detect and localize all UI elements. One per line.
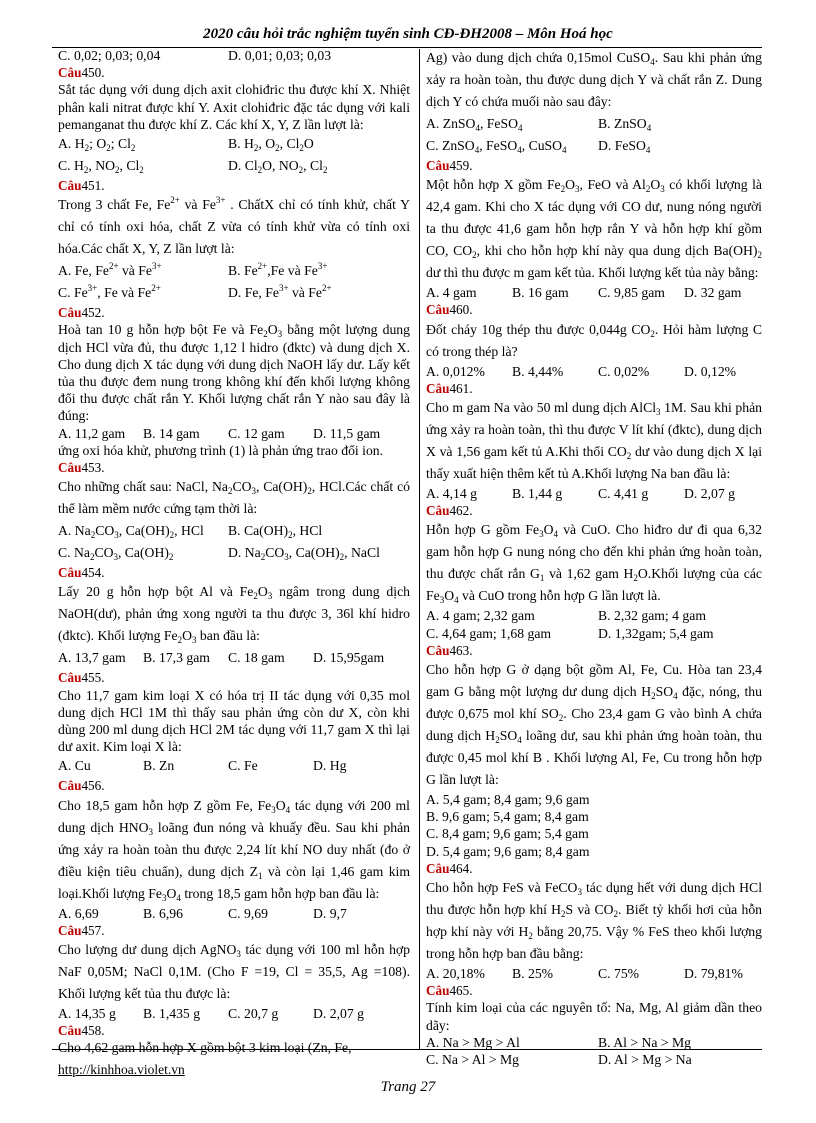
q458-options-cd: C. ZnSO$_4$, FeSO$_4$, CuSO$_4$ D. FeSO$_4$ [426, 138, 651, 155]
q458-label: Câu458. [58, 1023, 105, 1039]
q462-label: Câu462. [426, 503, 473, 519]
q460-options: A. 0,012% B. 4,44% C. 0,02% D. 0,12% [426, 363, 737, 379]
website-link[interactable]: http://kinhhoa.violet.vn [58, 1062, 185, 1077]
q462-options-ab: A. 4 gam; 2,32 gam B. 2,32 gam; 4 gam [426, 608, 706, 624]
right-column [426, 47, 762, 1068]
q451-stem: Trong 3 chất Fe, $Fe^{2+}$ và $Fe^{3+}$ . ChấtX chỉ có tính khử, chất Y chỉ có tính oxi hóa, chất Z vừa có tính khử vừa có tính oxi hóa.Các chất X, Y, Z lần lượt là: [58, 195, 411, 257]
q456-label: Câu456. [58, 778, 105, 794]
q450-options-cd: C. $H_2$, $NO_2$, $Cl_2$ D. $Cl_2O$, $NO_2$, $Cl_2$ [58, 158, 328, 176]
q457-label: Câu457. [58, 922, 105, 938]
q463-label: Câu463. [426, 642, 473, 658]
q449-options: C. 0,02; 0,03; 0,04 D. 0,01; 0,03; 0,03 [58, 48, 332, 63]
footer-link[interactable] [58, 1062, 185, 1078]
q452-label: Câu452. [58, 305, 105, 321]
q455-stem: Cho 11,7 gam kim loại X có hóa trị II tác dụng với 0,35 mol dung dịch HCl 1M thì thấy sau phản ứng còn dư X, còn khi dùng 200 ml dung dịch HCl 2M tác dụng với 11,7 gam X thì lại dư axit. Kim loại X là: [58, 687, 410, 755]
left-column [58, 47, 410, 1057]
q451-label: Câu451. [58, 178, 105, 194]
q458-options-ab: A. ZnSO$_4$, FeSO$_4$ B. ZnSO$_4$ [426, 116, 652, 133]
q463-option-d: D. 5,4 gam; 9,6 gam; 8,4 gam [426, 843, 590, 859]
q452-options: A. 11,2 gam B. 14 gam C. 12 gam D. 11,5 gam [58, 425, 381, 441]
q451-options-ab: A. Fe, $Fe^{2+}$ và $Fe^{3+}$ B. $Fe^{2+},Fe$ và $Fe^{3+}$ [58, 261, 328, 279]
q456-stem: Cho 18,5 gam hỗn hợp Z gồm Fe, $Fe_3O_4$ tác dụng với 200 ml dung dịch $HNO_3$ loãng đun nóng và khuấy đều. Sau khi phản ứng xảy ra hoàn toàn thu được 2,24 lít khí NO duy nhất (đo ở điều kiện tiêu chuẩn), dung dịch $Z_1$ và còn lại 1,46 gam kim loại.Khối lượng $Fe_3O_4$ trong 18,5 gam hỗn hợp ban đầu là: [58, 797, 410, 903]
q464-label: Câu464. [426, 860, 473, 876]
q459-options: A. 4 gam B. 16 gam C. 9,85 gam D. 32 gam [426, 285, 742, 301]
q459-stem: Một hỗn hợp X gồm $Fe_2O_3$, FeO và $Al_2O_3$ có khối lượng là 42,4 gam. Khi cho X tác dụng với CO dư, nung nóng người ta thu được 41,6 gam hỗn hợp rắn Y và hỗn hợp khí gồm CO, $CO_2$, khi cho hỗn hợp khí này qua dung dịch $Ba(OH)_2$ dư thì thu được m gam kết tủa. Khối lượng kết tủa này bằng: [426, 177, 762, 281]
q462-options-cd: C. 4,64 gam; 1,68 gam D. 1,32gam; 5,4 gam [426, 625, 714, 641]
q460-stem: Đốt cháy 10g thép thu được 0,044g $CO_2$. Hỏi hàm lượng C có trong thép là? [426, 321, 763, 359]
page-number: Trang 27 [380, 1079, 436, 1095]
q462-stem: Hỗn hợp G gồm $Fe_3O_4$ và CuO. Cho hiđro dư đi qua 6,32 gam hỗn hợp G nung nóng cho đến khi phản ứng hoàn toàn, thu được chất rắn $G_1$ và 1,62 gam $H_2O.Khối$ lượng của các $Fe_3O_4$ và CuO trong hỗn hợp G lần lượt là. [426, 522, 762, 606]
q463-option-c: C. 8,4 gam; 9,6 gam; 5,4 gam [426, 826, 589, 842]
q451-options-cd: C. $Fe^{3+}$, Fe và $Fe^{2+}$ D. Fe, $Fe^{3+}$ và $Fe^{2+}$ [58, 283, 332, 301]
q454-stem: Lấy 20 g hỗn hợp bột Al và $Fe_2O_3$ ngâm trong dung dịch NaOH(dư), phản ứng xong người ta thu được 3, 36l khí hidro (đktc). Khối lượng $Fe_2O_3$ ban đầu là: [58, 584, 410, 646]
q464-options: A. 20,18% B. 25% C. 75% D. 79,81% [426, 966, 743, 982]
q461-options: A. 4,14 g B. 1,44 g C. 4,41 g D. 2,07 g [426, 486, 735, 502]
q450-stem: Sắt tác dụng với dung dịch axit clohiđric thu được khí X. Nhiệt phân kali nitrat được khí Y. Axit clohiđric đặc tác dụng với kali pemanganat thu được khí Z. Các khí X, Y, Z lần lượt là: [58, 82, 410, 132]
q452-note: ứng oxi hóa khử, phương trình (1) là phản ứng trao đổi ion. [58, 442, 384, 458]
page-header: 2020 câu hỏi trắc nghiệm tuyển sinh CĐ-ĐH2008 – Môn Hoá học [203, 26, 613, 42]
q463-stem: Cho hỗn hợp G ở dạng bột gồm Al, Fe, Cu. Hòa tan 23,4 gam G bằng một lượng dư dung dịch $H_2SO_4$ đặc, nóng, thu được 0,675 mol khí $SO_2$. Cho 23,4 gam G vào bình A chứa dung dịch $H_2SO_4$ loãng dư, sau khi phản ứng hoàn toàn, thu được 0,45 mol khí B . Khối lượng Al, Fe, Cu trong hỗn hợp G lần lượt là: [426, 662, 762, 788]
q463-option-a: A. 5,4 gam; 8,4 gam; 9,6 gam [426, 792, 590, 808]
q450-label: Câu450. [58, 65, 105, 81]
q459-label: Câu459. [426, 158, 473, 173]
q458-stem: Cho 4,62 gam hỗn hợp X gồm bột 3 kim loại (Zn, Fe, [58, 1040, 352, 1056]
q453-options-ab: A. $Na_2CO_3$, $Ca(OH)_2$, HCl B. $Ca(OH)_2$, HCl [58, 523, 323, 541]
q455-options: A. Cu B. Zn C. Fe D. Hg [58, 758, 347, 774]
q455-label: Câu455. [58, 670, 105, 686]
q463-option-b: B. 9,6 gam; 5,4 gam; 8,4 gam [426, 809, 589, 825]
q465-stem: Tính kim loại của các nguyên tố: Na, Mg, Al giảm dần theo dãy: [426, 1000, 762, 1033]
q452-stem: Hoà tan 10 g hỗn hợp bột Fe và $Fe_2O_3$ bằng một lượng dung dịch HCl vừa đủ, thu được 1,12 l hidro (đktc) và dung dịch X. Cho dung dịch X tác dụng với dung dịch NaOH lấy dư. Lấy kết tủa thu được đem nung trong không khí đến khối lượng không đổi thu được chất rắn Y. Khối lượng chất rắn Y nào sau đây là đúng: [58, 322, 410, 424]
q465-label: Câu465. [426, 983, 473, 999]
q457-options: A. 14,35 g B. 1,435 g C. 20,7 g D. 2,07 g [58, 1006, 364, 1022]
q453-stem: Cho những chất sau: NaCl, $Na_2CO_3$, $Ca(OH)_2$, HCl.Các chất có thể làm mềm nước cứng tạm thời là: [58, 479, 410, 517]
q460-label: Câu460. [426, 302, 473, 318]
q457-stem: Cho lượng dư dung dịch AgNO$_3$ tác dụng với 100 ml hỗn hợp NaF 0,05M; NaCl 0,1M. (Cho F =19, Cl = 35,5, Ag =108). Khối lượng kết tủa thu được là: [58, 942, 410, 1002]
q456-options: A. 6,69 B. 6,96 C. 9,69 D. 9,7 [58, 905, 347, 921]
q450-options-ab: A. $H_2$; $O_2$; $Cl_2$ B. $H_2$, $O_2$, $Cl_2O$ [58, 136, 314, 154]
q465-options-cd: C. Na > Al > Mg D. Al > Mg > Na [426, 1052, 692, 1068]
q453-options-cd: C. $Na_2CO_3$, $Ca(OH)_2$ D. $Na_2CO_3$, $Ca(OH)_2$, NaCl [58, 545, 380, 563]
column-divider [419, 49, 420, 1049]
q453-label: Câu453. [58, 460, 105, 476]
q461-stem: Cho m gam Na vào 50 ml dung dịch AlCl$_3$ 1M. Sau khi phản ứng xảy ra hoàn toàn, thì thu được V lít khí (đktc), dung dịch X và 1,56 gam kết tủ A.Khi thổi $CO_2$ dư vào dung dịch X lại thấy xuất hiện thêm kết tủ A.Khối lượng Na ban đầu là: [426, 400, 762, 482]
q458-stem-cont: Ag) vào dung dịch chứa 0,15mol CuSO$_4$. Sau khi phản ứng xảy ra hoàn toàn, thu được dung dịch Y và chất rắn Z. Dung dịch Y có chứa muối nào sau đây: [426, 50, 762, 109]
q454-label: Câu454. [58, 565, 105, 581]
q454-options: A. 13,7 gam B. 17,3 gam C. 18 gam D. 15,95gam [58, 650, 385, 666]
q465-options-ab: A. Na > Mg > Al B. Al > Na > Mg [426, 1034, 692, 1050]
q461-label: Câu461. [426, 380, 473, 396]
q464-stem: Cho hỗn hợp FeS và FeCO$_3$ tác dụng hết với dung dịch HCl thu được hỗn hợp khí $H_2S$ và $CO_2$. Biết tỷ khối hơi của hỗn hợp khí này với $H_2$ bằng 20,75. Vậy % FeS theo khối lượng trong hỗn hợp ban đầu bằng: [426, 880, 763, 962]
